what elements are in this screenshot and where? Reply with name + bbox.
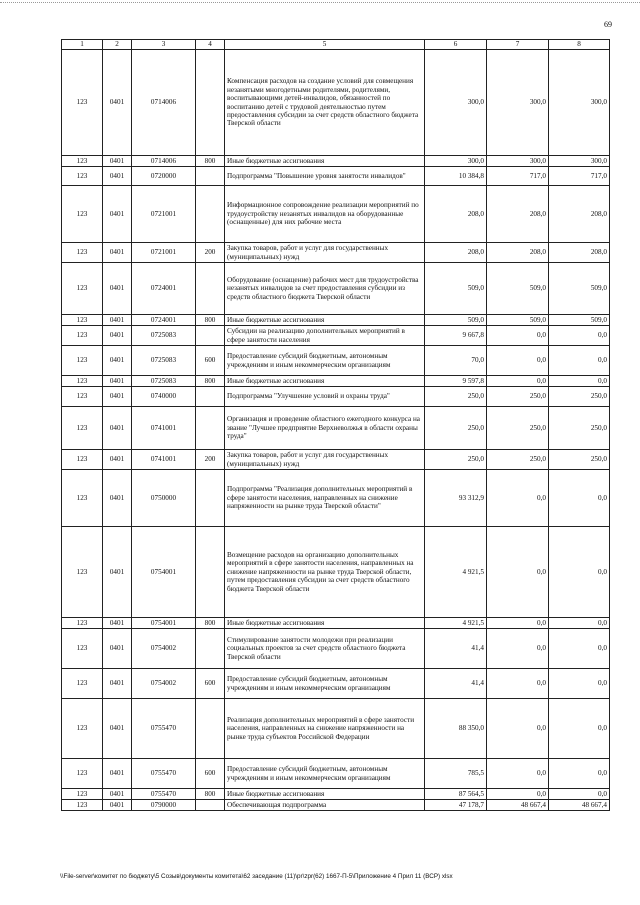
table-cell-v6: 9 667,8: [425, 326, 487, 346]
table-row: [62, 699, 610, 759]
table-cell-v8: 0,0: [549, 376, 610, 387]
table-cell-v8: 0,0: [549, 629, 610, 669]
table-cell-c2: 0401: [103, 800, 132, 811]
table-cell-v8: 0,0: [549, 789, 610, 800]
table-cell-c2: 0401: [103, 759, 132, 789]
table-cell-c3: 0754001: [132, 618, 196, 629]
table-cell-v7: 509,0: [487, 315, 549, 326]
table-cell-v6: 250,0: [425, 387, 487, 407]
table-cell-c3: 0741001: [132, 450, 196, 470]
table-row: [62, 450, 610, 470]
row-description: Подпрограмма "Улучшение условий и охраны труда": [225, 387, 425, 407]
table-cell-c3: 0755470: [132, 789, 196, 800]
table-cell-c4: [196, 263, 225, 315]
table-cell-v6: 300,0: [425, 50, 487, 156]
table-cell-v6: 70,0: [425, 346, 487, 376]
row-description: Иные бюджетные ассигнования: [225, 376, 425, 387]
table-cell-c4: [196, 699, 225, 759]
table-cell-c4: [196, 167, 225, 186]
table-cell-v7: 300,0: [487, 156, 549, 167]
table-row: [62, 470, 610, 527]
table-cell-c2: 0401: [103, 167, 132, 186]
table-cell-c1: 123: [62, 167, 103, 186]
table-cell-v7: 0,0: [487, 346, 549, 376]
column-header: 3: [132, 40, 196, 50]
table-cell-c4: [196, 186, 225, 243]
table-cell-c4: 600: [196, 346, 225, 376]
table-cell-v6: 509,0: [425, 263, 487, 315]
table-cell-c3: 0725083: [132, 326, 196, 346]
table-cell-c1: 123: [62, 156, 103, 167]
row-description: Субсидии на реализацию дополнительных мероприятий в сфере занятости населения: [225, 326, 425, 346]
row-description: Обеспечивающая подпрограмма: [225, 800, 425, 811]
table-cell-c2: 0401: [103, 450, 132, 470]
table-cell-v6: 4 921,5: [425, 527, 487, 618]
table-cell-v8: 0,0: [549, 346, 610, 376]
table-cell-c2: 0401: [103, 618, 132, 629]
page-number: 69: [604, 20, 612, 29]
table-cell-c1: 123: [62, 186, 103, 243]
table-cell-v8: 300,0: [549, 156, 610, 167]
table-header-row: [62, 40, 610, 50]
table-row: [62, 669, 610, 699]
table-cell-v7: 0,0: [487, 326, 549, 346]
table-cell-v7: 0,0: [487, 629, 549, 669]
table-cell-v6: 93 312,9: [425, 470, 487, 527]
table-cell-c3: 0721001: [132, 243, 196, 263]
table-row: [62, 527, 610, 618]
table-cell-v8: 0,0: [549, 527, 610, 618]
table-row: [62, 759, 610, 789]
table-cell-c3: 0721001: [132, 186, 196, 243]
table-cell-v8: 250,0: [549, 407, 610, 450]
budget-table: [61, 39, 610, 811]
table-cell-c1: 123: [62, 407, 103, 450]
table-row: [62, 387, 610, 407]
column-header: 1: [62, 40, 103, 50]
table-cell-v7: 208,0: [487, 186, 549, 243]
table-cell-c1: 123: [62, 387, 103, 407]
table-cell-c3: 0724001: [132, 315, 196, 326]
table-cell-c1: 123: [62, 346, 103, 376]
row-description: Компенсация расходов на создание условий для совмещения незанятыми многодетными родителями, родителями, воспитывающими детей-инвалидов, обязанностей по воспитанию детей с трудовой деятельностью путем предоставления субсидии за счет средств областного бюджета Тверской области: [225, 50, 425, 156]
table-cell-v7: 48 667,4: [487, 800, 549, 811]
table-cell-c1: 123: [62, 470, 103, 527]
column-header: 5: [225, 40, 425, 50]
row-description: Предоставление субсидий бюджетным, автономным учреждениям и иным некоммерческим организациям: [225, 669, 425, 699]
table-cell-v8: 509,0: [549, 263, 610, 315]
table-row: [62, 50, 610, 156]
table-cell-v6: 250,0: [425, 450, 487, 470]
table-row: [62, 618, 610, 629]
table-cell-c2: 0401: [103, 789, 132, 800]
table-cell-c3: 0790000: [132, 800, 196, 811]
table-cell-c1: 123: [62, 315, 103, 326]
table-row: [62, 243, 610, 263]
row-description: Закупка товаров, работ и услуг для государственных (муниципальных) нужд: [225, 450, 425, 470]
table-cell-v7: 0,0: [487, 470, 549, 527]
table-cell-c4: [196, 527, 225, 618]
table-cell-c2: 0401: [103, 156, 132, 167]
table-row: [62, 156, 610, 167]
table-cell-c3: 0725083: [132, 376, 196, 387]
table-row: [62, 800, 610, 811]
table-cell-c4: [196, 629, 225, 669]
table-cell-c2: 0401: [103, 669, 132, 699]
table-cell-v6: 785,5: [425, 759, 487, 789]
table-cell-c3: 0714006: [132, 50, 196, 156]
column-header: 6: [425, 40, 487, 50]
table-cell-v8: 0,0: [549, 618, 610, 629]
table-cell-c2: 0401: [103, 186, 132, 243]
table-cell-c3: 0740000: [132, 387, 196, 407]
table-cell-c4: [196, 326, 225, 346]
table-cell-c4: 800: [196, 376, 225, 387]
table-cell-v7: 0,0: [487, 376, 549, 387]
table-cell-v6: 41,4: [425, 629, 487, 669]
table-cell-v6: 300,0: [425, 156, 487, 167]
table-cell-c1: 123: [62, 669, 103, 699]
table-cell-v7: 717,0: [487, 167, 549, 186]
table-cell-c3: 0754001: [132, 527, 196, 618]
table-cell-c2: 0401: [103, 315, 132, 326]
table-cell-c1: 123: [62, 243, 103, 263]
table-cell-c2: 0401: [103, 407, 132, 450]
table-cell-v7: 509,0: [487, 263, 549, 315]
table-cell-c1: 123: [62, 326, 103, 346]
row-description: Иные бюджетные ассигнования: [225, 618, 425, 629]
table-cell-c2: 0401: [103, 699, 132, 759]
table-cell-v6: 250,0: [425, 407, 487, 450]
table-row: [62, 789, 610, 800]
column-header: 8: [549, 40, 610, 50]
table-cell-v8: 208,0: [549, 243, 610, 263]
row-description: Закупка товаров, работ и услуг для государственных (муниципальных) нужд: [225, 243, 425, 263]
table-cell-c4: [196, 800, 225, 811]
row-description: Возмещение расходов на организацию дополнительных мероприятий в сфере занятости населения, направленных на снижение напряженности на рынке труда Тверской области, путем предоставления субсидии за счет средств областного бюджета Тверской области: [225, 527, 425, 618]
table-body: [62, 50, 610, 811]
table-cell-c1: 123: [62, 376, 103, 387]
table-row: [62, 315, 610, 326]
table-cell-v8: 0,0: [549, 699, 610, 759]
table-cell-v7: 0,0: [487, 527, 549, 618]
table-cell-c2: 0401: [103, 50, 132, 156]
row-description: Информационное сопровождение реализации мероприятий по трудоустройству незанятых инвалидов на оборудованные (оснащенные) для них рабочие места: [225, 186, 425, 243]
row-description: Предоставление субсидий бюджетным, автономным учреждениям и иным некоммерческим организациям: [225, 759, 425, 789]
table-row: [62, 346, 610, 376]
table-cell-v7: 250,0: [487, 407, 549, 450]
table-cell-v8: 250,0: [549, 387, 610, 407]
table-cell-c1: 123: [62, 50, 103, 156]
table-cell-c1: 123: [62, 699, 103, 759]
table-row: [62, 326, 610, 346]
table-row: [62, 376, 610, 387]
table-cell-v6: 41,4: [425, 669, 487, 699]
table-cell-v8: 208,0: [549, 186, 610, 243]
table-row: [62, 186, 610, 243]
table-cell-c4: 800: [196, 315, 225, 326]
table-cell-v7: 250,0: [487, 387, 549, 407]
table-cell-v8: 717,0: [549, 167, 610, 186]
table-cell-v6: 87 564,5: [425, 789, 487, 800]
table-cell-v6: 208,0: [425, 243, 487, 263]
table-cell-c2: 0401: [103, 629, 132, 669]
row-description: Иные бюджетные ассигнования: [225, 156, 425, 167]
table-cell-v8: 250,0: [549, 450, 610, 470]
row-description: Подпрограмма "Реализация дополнительных мероприятий в сфере занятости населения, направленных на снижение напряженности на рынке труда Тверской области": [225, 470, 425, 527]
table-cell-c3: 0714006: [132, 156, 196, 167]
row-description: Подпрограмма "Повышение уровня занятости инвалидов": [225, 167, 425, 186]
table-row: [62, 407, 610, 450]
table-cell-v8: 0,0: [549, 470, 610, 527]
column-header: 7: [487, 40, 549, 50]
table-cell-c4: 200: [196, 243, 225, 263]
table-cell-v7: 250,0: [487, 450, 549, 470]
table-cell-v8: 0,0: [549, 669, 610, 699]
table-cell-c4: 800: [196, 156, 225, 167]
table-cell-c3: 0741001: [132, 407, 196, 450]
table-cell-c2: 0401: [103, 326, 132, 346]
table-cell-c2: 0401: [103, 387, 132, 407]
table-cell-v6: 9 597,8: [425, 376, 487, 387]
top-scan-edge: [0, 2, 640, 6]
table-cell-v8: 300,0: [549, 50, 610, 156]
file-path-footer: \\File-server\комитет по бюджету\5 Созыв\документы комитета\62 заседание (11)\pr\zpr(62) 1667-П-5\Приложение 4 Прил 11 (ВСР) xlsx: [60, 873, 453, 880]
table-cell-c2: 0401: [103, 346, 132, 376]
table-cell-c4: 800: [196, 789, 225, 800]
table-cell-c2: 0401: [103, 527, 132, 618]
table-cell-v6: 4 921,5: [425, 618, 487, 629]
row-description: Иные бюджетные ассигнования: [225, 315, 425, 326]
table-cell-c4: [196, 470, 225, 527]
table-cell-v6: 47 178,7: [425, 800, 487, 811]
table-cell-v7: 0,0: [487, 789, 549, 800]
table-cell-c1: 123: [62, 618, 103, 629]
table-cell-c2: 0401: [103, 376, 132, 387]
table-cell-c1: 123: [62, 263, 103, 315]
table-cell-c4: 600: [196, 759, 225, 789]
table-cell-v7: 0,0: [487, 699, 549, 759]
table-cell-c4: 200: [196, 450, 225, 470]
table-cell-c4: [196, 407, 225, 450]
table-cell-v7: 300,0: [487, 50, 549, 156]
table-cell-c1: 123: [62, 450, 103, 470]
table-cell-v6: 208,0: [425, 186, 487, 243]
table-cell-v8: 0,0: [549, 759, 610, 789]
table-cell-v6: 10 384,8: [425, 167, 487, 186]
table-cell-c2: 0401: [103, 243, 132, 263]
table-cell-c3: 0724001: [132, 263, 196, 315]
table-cell-v7: 0,0: [487, 669, 549, 699]
table-cell-v8: 509,0: [549, 315, 610, 326]
column-header: 4: [196, 40, 225, 50]
table-cell-c2: 0401: [103, 263, 132, 315]
table-cell-v6: 88 350,0: [425, 699, 487, 759]
table-cell-c4: [196, 387, 225, 407]
table-row: [62, 167, 610, 186]
table-cell-c1: 123: [62, 629, 103, 669]
table-cell-c3: 0755470: [132, 759, 196, 789]
table-cell-c3: 0720000: [132, 167, 196, 186]
table-cell-v6: 509,0: [425, 315, 487, 326]
table-cell-c4: 800: [196, 618, 225, 629]
table-cell-c1: 123: [62, 800, 103, 811]
table-cell-v7: 208,0: [487, 243, 549, 263]
table-row: [62, 263, 610, 315]
table-cell-v8: 0,0: [549, 326, 610, 346]
table-cell-c1: 123: [62, 789, 103, 800]
table-cell-c1: 123: [62, 527, 103, 618]
table-cell-c3: 0725083: [132, 346, 196, 376]
table-cell-c3: 0755470: [132, 699, 196, 759]
table-cell-v8: 48 667,4: [549, 800, 610, 811]
row-description: Стимулирование занятости молодежи при реализации социальных проектов за счет средств областного бюджета Тверской области: [225, 629, 425, 669]
table-cell-v7: 0,0: [487, 759, 549, 789]
table-cell-c4: [196, 50, 225, 156]
row-description: Оборудование (оснащение) рабочих мест для трудоустройства незанятых инвалидов за счет предоставления субсидии из средств областного бюджета Тверской области: [225, 263, 425, 315]
row-description: Организация и проведение областного ежегодного конкурса на звание "Лучшее предприятие Верхневолжья в области охраны труда": [225, 407, 425, 450]
table-cell-c1: 123: [62, 759, 103, 789]
row-description: Реализация дополнительных мероприятий в сфере занятости населения, направленных на снижение напряженности на рынке труда субъектов Российской Федерации: [225, 699, 425, 759]
table-cell-c2: 0401: [103, 470, 132, 527]
table-cell-c3: 0750000: [132, 470, 196, 527]
column-header: 2: [103, 40, 132, 50]
table-cell-c3: 0754002: [132, 669, 196, 699]
table-cell-v7: 0,0: [487, 618, 549, 629]
table-row: [62, 629, 610, 669]
row-description: Иные бюджетные ассигнования: [225, 789, 425, 800]
table-cell-c3: 0754002: [132, 629, 196, 669]
row-description: Предоставление субсидий бюджетным, автономным учреждениям и иным некоммерческим организациям: [225, 346, 425, 376]
table-cell-c4: 600: [196, 669, 225, 699]
